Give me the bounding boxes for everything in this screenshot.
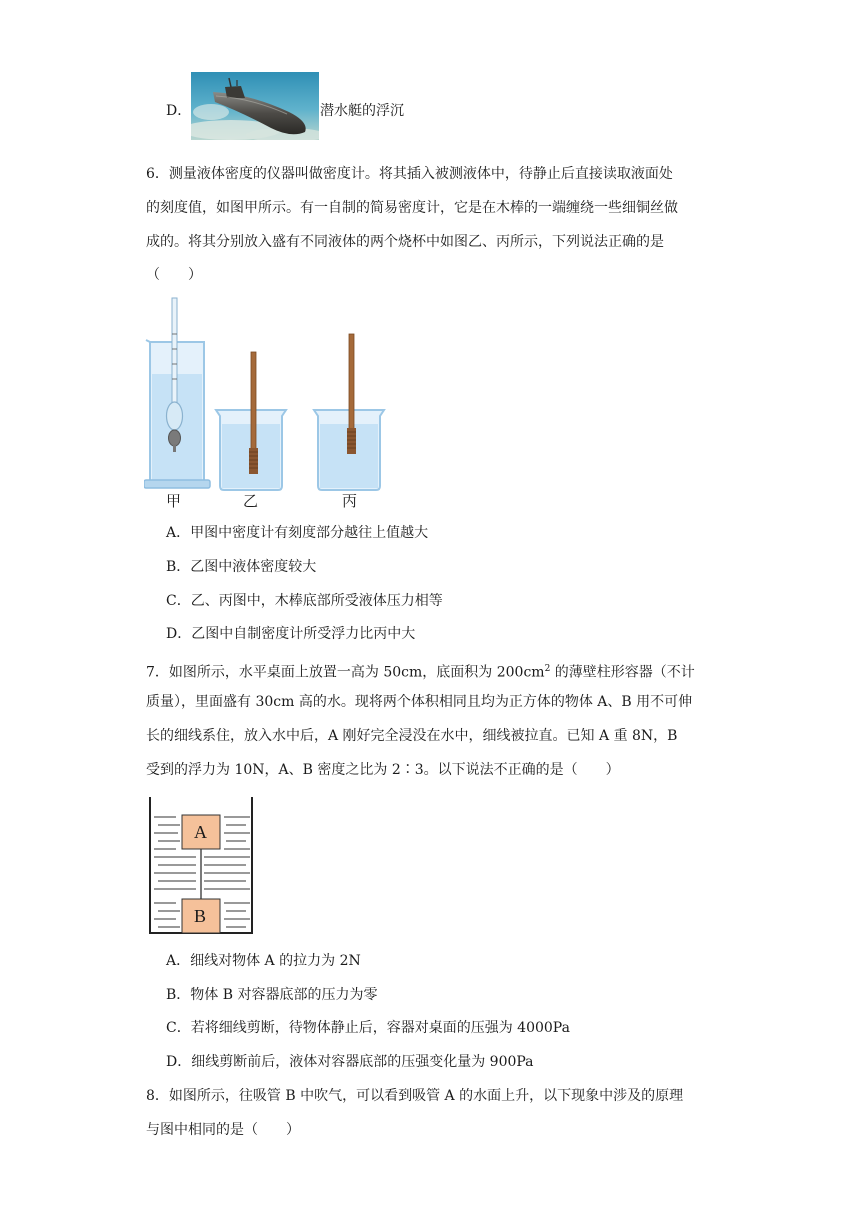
- q7-line-4: 受到的浮力为 10N，A、B 密度之比为 2∶3。以下说法不正确的是（ ）: [146, 762, 620, 778]
- figure-label-jia: 甲: [166, 492, 182, 510]
- q7-option-d: D．细线剪断前后，液体对容器底部的压强变化量为 900Pa: [166, 1054, 534, 1070]
- q6-line-3: 成的。将其分别放入盛有不同液体的两个烧杯中如图乙、丙所示，下列说法正确的是: [146, 234, 664, 250]
- q6-line-2: 的刻度值，如图甲所示。有一自制的简易密度计，它是在木棒的一端缠绕一些细铜丝做: [146, 200, 678, 216]
- q7-option-b: B．物体 B 对容器底部的压力为零: [166, 987, 378, 1003]
- q6-line-4: （ ）: [146, 267, 202, 283]
- submarine-image: [191, 72, 319, 140]
- q6-option-d: D．乙图中自制密度计所受浮力比丙中大: [166, 626, 416, 642]
- q7-line-3: 长的细线系住，放入水中后，A 刚好完全浸没在水中，细线被拉直。已知 A 重 8N，B: [146, 728, 678, 744]
- block-b-label: B: [194, 906, 207, 926]
- hydrometer-figure: [144, 294, 394, 514]
- q7-line-1: 7．如图所示，水平桌面上放置一高为 50cm，底面积为 $200cm^2$ 的薄壁柱形容器（不计: [146, 664, 695, 681]
- figure-label-yi: 乙: [243, 492, 259, 510]
- q7-option-a: A．细线对物体 A 的拉力为 2N: [166, 953, 361, 969]
- q5-option-d-label: D．: [166, 103, 192, 119]
- figure-label-bing: 丙: [342, 492, 358, 510]
- q7-line-2: 质量），里面盛有 30cm 高的水。现将两个体积相同且均为正方体的物体 A、B 用不可伸: [146, 694, 693, 710]
- q6-line-1: 6．测量液体密度的仪器叫做密度计。将其插入被测液体中，待静止后直接读取液面处: [146, 166, 673, 182]
- q5-option-d-text: 潜水艇的浮沉: [320, 103, 404, 119]
- block-a-label: A: [194, 822, 207, 842]
- q8-line-2: 与图中相同的是（ ）: [146, 1122, 300, 1138]
- q8-line-1: 8．如图所示，往吸管 B 中吹气，可以看到吸管 A 的水面上升，以下现象中涉及的原理: [146, 1088, 684, 1104]
- q6-option-b: B．乙图中液体密度较大: [166, 559, 317, 575]
- q7-option-c: C．若将细线剪断，待物体静止后，容器对桌面的压强为 4000Pa: [166, 1020, 570, 1036]
- q6-option-a: A．甲图中密度计有刻度部分越往上值越大: [166, 525, 429, 541]
- q6-option-c: C．乙、丙图中，木棒底部所受液体压力相等: [166, 593, 443, 609]
